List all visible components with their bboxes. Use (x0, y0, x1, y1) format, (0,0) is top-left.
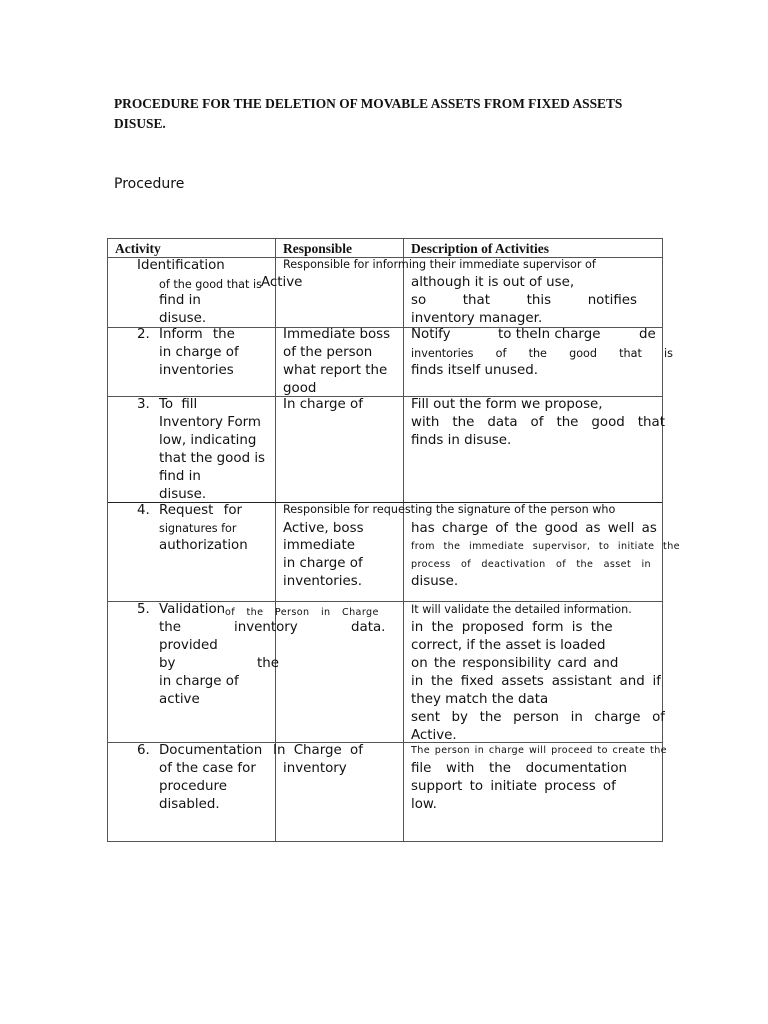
row2-number: 2. (137, 327, 150, 342)
row3-description: Fill out the form we propose, (411, 397, 603, 412)
procedure-table (107, 238, 680, 842)
row5-description: It will validate the detailed information. (411, 603, 632, 616)
row1-activity: Identification (137, 258, 225, 273)
row4-description: disuse. (411, 574, 459, 589)
row4-responsible: Responsible for requesting the signature of the person who (283, 503, 616, 516)
row2-description: finds itself unused. (411, 363, 538, 378)
row2-activity: in charge of (159, 345, 239, 360)
row6-description: file with the documentation (411, 761, 627, 776)
row4-activity: signatures for (159, 522, 237, 535)
row4-responsible: immediate (283, 538, 355, 553)
row3-number: 3. (137, 397, 150, 412)
row2-description: Notify (411, 327, 451, 342)
row1-responsible: Active (261, 275, 303, 290)
row6-description: support to initiate process of (411, 779, 616, 794)
row5-description: on the responsibility card and (411, 656, 619, 671)
row5-description: they match the data (411, 692, 549, 707)
row5-activity: by (159, 656, 176, 671)
row6-activity: procedure (159, 779, 227, 794)
row6-description: low. (411, 797, 437, 812)
row2-responsible: of the person (283, 345, 373, 360)
row1-activity: find in (159, 293, 201, 308)
header-responsible: Responsible (283, 241, 353, 256)
row3-activity: disuse. (159, 487, 207, 502)
row5-activity: provided (159, 638, 218, 653)
row2-description: inventories of the good that is (411, 347, 673, 360)
row4-responsible: in charge of (283, 556, 363, 571)
row1-activity: of the good that is (159, 278, 262, 291)
row5-activity: the (257, 656, 279, 671)
row2-description: to theIn charge (498, 327, 601, 342)
row2-description: de (639, 327, 656, 342)
row5-description: Active. (411, 728, 457, 743)
row6-responsible: inventory (283, 761, 347, 776)
row5-activity: Validation (159, 602, 226, 617)
row4-activity: authorization (159, 538, 248, 553)
row6-activity: Documentation (159, 743, 263, 758)
row5-activity: active (159, 692, 200, 707)
row4-responsible: inventories. (283, 574, 362, 589)
row4-description: process of deactivation of the asset in (411, 559, 651, 570)
row5-description: in the fixed assets assistant and if (411, 674, 661, 689)
row6-responsible: In Charge of (273, 743, 363, 758)
column-divider (403, 239, 404, 841)
header-description: Description of Activities (411, 241, 549, 256)
row2-activity: Inform the (159, 327, 235, 342)
row3-description: finds in disuse. (411, 433, 512, 448)
row4-activity: Request for (159, 503, 243, 518)
row3-description: with the data of the good that (411, 415, 665, 430)
row1-description: although it is out of use, (411, 275, 575, 290)
title-line-1: PROCEDURE FOR THE DELETION OF MOVABLE ASSETS FROM FIXED ASSETS (114, 96, 623, 111)
row2-responsible: Immediate boss (283, 327, 391, 342)
row3-activity: To fill (159, 397, 198, 412)
document-title (114, 94, 694, 134)
row3-responsible: In charge of (283, 397, 363, 412)
row6-description: The person in charge will proceed to create the (411, 745, 667, 756)
section-heading: Procedure (114, 176, 185, 192)
row4-responsible: Active, boss (283, 521, 364, 536)
row5-activity: inventory (234, 620, 298, 635)
row5-description: sent by the person in charge of (411, 710, 665, 725)
title-line-2: DISUSE. (114, 116, 166, 131)
row2-activity: inventories (159, 363, 234, 378)
row6-number: 6. (137, 743, 150, 758)
row5-number: 5. (137, 602, 150, 617)
header-activity: Activity (115, 241, 161, 256)
row5-activity: data. (351, 620, 386, 635)
row1-responsible: Responsible for informing their immediate supervisor of (283, 258, 596, 271)
row2-responsible: what report the (283, 363, 388, 378)
row3-activity: find in (159, 469, 201, 484)
row5-activity: the (159, 620, 181, 635)
row1-description: so that this notifies (411, 293, 637, 308)
row4-description: has charge of the good as well as (411, 521, 657, 536)
row4-description: from the immediate supervisor, to initiate the (411, 541, 680, 552)
row6-activity: disabled. (159, 797, 220, 812)
row3-activity: that the good is (159, 451, 266, 466)
row3-activity: low, indicating (159, 433, 257, 448)
row6-activity: of the case for (159, 761, 256, 776)
row1-activity: disuse. (159, 311, 207, 326)
row4-number: 4. (137, 503, 150, 518)
row2-responsible: good (283, 381, 317, 396)
row5-activity: of the Person in Charge (225, 607, 379, 618)
row5-activity: in charge of (159, 674, 239, 689)
row5-description: correct, if the asset is loaded (411, 638, 606, 653)
row1-description: inventory manager. (411, 311, 543, 326)
row5-description: in the proposed form is the (411, 620, 613, 635)
row3-activity: Inventory Form (159, 415, 261, 430)
